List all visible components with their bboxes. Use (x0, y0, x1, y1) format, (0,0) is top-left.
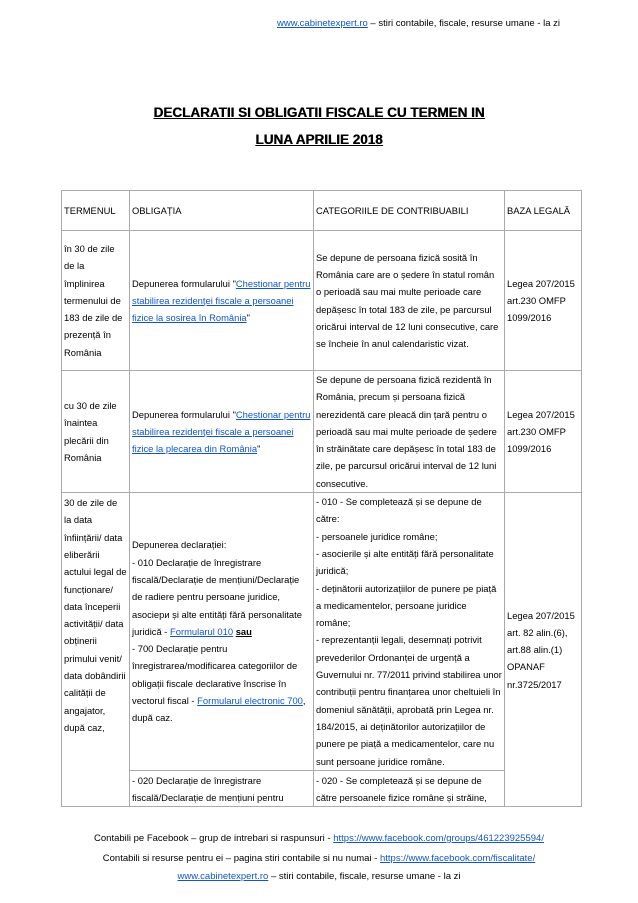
categorii-line: - asocierile și alte entități fără personalitate juridică; (316, 547, 494, 577)
chestionar-sosire-link[interactable]: Chestionar pentru stabilirea rezidenţei fiscale a persoanei fizice la sosirea în România (132, 277, 311, 324)
facebook-group-link[interactable]: https://www.facebook.com/groups/461223925594/ (333, 833, 544, 844)
footer-tagline: – stiri contabile, fiscale, resurse umane - la zi (268, 871, 461, 882)
cell-obligatia (130, 493, 314, 771)
obligatia-010 (132, 554, 311, 640)
categorii-line: - reprezentanții legali, desemnați potrivit prevederilor Ordonanței de urgență a Guvernului nr. 77/2011 privind stabilirea unor contribuții pentru finanțarea unor cheltuieli în domeniul sănătății, aprobată prin Legea nr. 184/2015, ai deținătorilor autorizațiilor de punere pe piață a medicamentelor, care nu sunt persoane juridice române. (316, 634, 502, 767)
footer-facebook-group-text: Contabili pe Facebook – grup de intrebari si raspunsuri - (94, 833, 334, 844)
obligatia-text-end: " (246, 312, 250, 324)
obligatia-700-text: - 700 Declarație pentru înregistrarea/modificarea categoriilor de obligații fiscale declarative înscrise în vectorul fiscal - (132, 643, 298, 706)
site-link[interactable]: www.cabinetexpert.ro (276, 18, 368, 29)
cell-termen: cu 30 de zile înaintea plecării din România (62, 371, 130, 493)
header-baza: BAZA LEGALĂ (505, 191, 582, 231)
chestionar-plecare-link[interactable]: Chestionar pentru stabilirea rezidenţei fiscale a persoanei fizice la plecarea din România (132, 408, 311, 455)
cell-categorii: Se depune de persoana fizică sosită în România care are o ședere în statul român o perioadă sau mai multe perioade care depășesc în total 183 de zile, pe parcursul oricărui interval de 12 luni consecutive, care se încheie în anul calendaristic vizat. (314, 231, 505, 371)
obligatia-010-text: - 010 Declarație de înregistrare fiscală/Declarație de mențiuni/Declarație de radiere pentru persoane juridice, asociери și alte entități fără personalitate juridică - (132, 556, 302, 637)
footer-line-2 (0, 853, 638, 864)
facebook-page-link[interactable]: https://www.facebook.com/fiscalitate/ (380, 853, 536, 864)
cell-obligatia-020: - 020 Declarație de înregistrare fiscală/Declarație de mențiuni pentru (130, 770, 314, 807)
header-obligatia: OBLIGAȚIA (130, 191, 314, 231)
obligations-table (61, 190, 582, 807)
obligatia-700 (132, 640, 311, 726)
footer-line-1 (0, 833, 638, 844)
table-row (62, 231, 582, 371)
obligatia-700-end: , după caz. (132, 694, 306, 724)
cell-obligatia (130, 371, 314, 493)
formular-010-link[interactable]: Formularul 010 (170, 625, 234, 637)
document-title (0, 99, 638, 153)
categorii-line: - deținătorii autorizațiilor de punere pe piață a medicamentelor, persoane juridice române; (316, 582, 497, 629)
categorii-line: - persoanele juridice române; (316, 530, 438, 542)
table-header-row (62, 191, 582, 231)
obligatia-text: Depunerea formularului " (132, 408, 236, 420)
header-termen: TERMENUL (62, 191, 130, 231)
obligatia-intro: Depunerea declarației: (132, 539, 227, 551)
cell-categorii: Se depune de persoana fizică rezidentă în România, precum și persoana fizică nerezidentă care pleacă din țară pentru o perioadă sau mai multe perioade de ședere în străinătate care depășesc în total 183 de zile, pe parcursul oricărui interval de 12 luni consecutive. (314, 371, 505, 493)
cell-baza: Legea 207/2015 art. 82 alin.(6), art.88 alin.(1) OPANAF nr.3725/2017 (505, 493, 582, 807)
table-row (62, 493, 582, 771)
title-line-2: LUNA APRILIE 2018 (255, 132, 383, 147)
header-categorii: CATEGORIILE DE CONTRIBUABILI (314, 191, 505, 231)
sau-label: sau (235, 625, 252, 637)
cell-obligatia (130, 231, 314, 371)
obligatia-text-end: " (257, 443, 261, 455)
formular-700-link[interactable]: Formularul electronic 700 (197, 694, 303, 706)
categorii-line: - 010 - Se completează și se depune de către: (316, 496, 482, 525)
table-row (62, 770, 582, 807)
cell-termen: în 30 de zile de la împlinirea termenului de 183 de zile de prezență în România (62, 231, 130, 371)
header-tagline: – stiri contabile, fiscale, resurse umane - la zi (367, 18, 560, 29)
cell-categorii-020: - 020 - Se completează și se depune de către persoanele fizice române și străine, (314, 770, 505, 807)
obligatia-text: Depunerea formularului " (132, 277, 236, 289)
cell-baza: Legea 207/2015 art.230 OMFP 1099/2016 (505, 231, 582, 371)
cell-categorii (314, 493, 505, 771)
footer-line-3 (0, 871, 638, 882)
cell-termen: 30 de zile de la data înființării/ data eliberării actului legal de funcționare/ data începerii activității/ data obținerii primului venit/ data dobândirii calității de angajator, după caz, (62, 493, 130, 807)
title-line-1: DECLARATII SI OBLIGATII FISCALE CU TERMEN IN (153, 105, 485, 120)
page-header (277, 18, 560, 29)
cell-baza: Legea 207/2015 art.230 OMFP 1099/2016 (505, 371, 582, 493)
footer-facebook-page-text: Contabili si resurse pentru ei – pagina stiri contabile si nu numai - (102, 853, 380, 864)
footer-site-link[interactable]: www.cabinetexpert.ro (177, 871, 269, 882)
table-row (62, 371, 582, 493)
